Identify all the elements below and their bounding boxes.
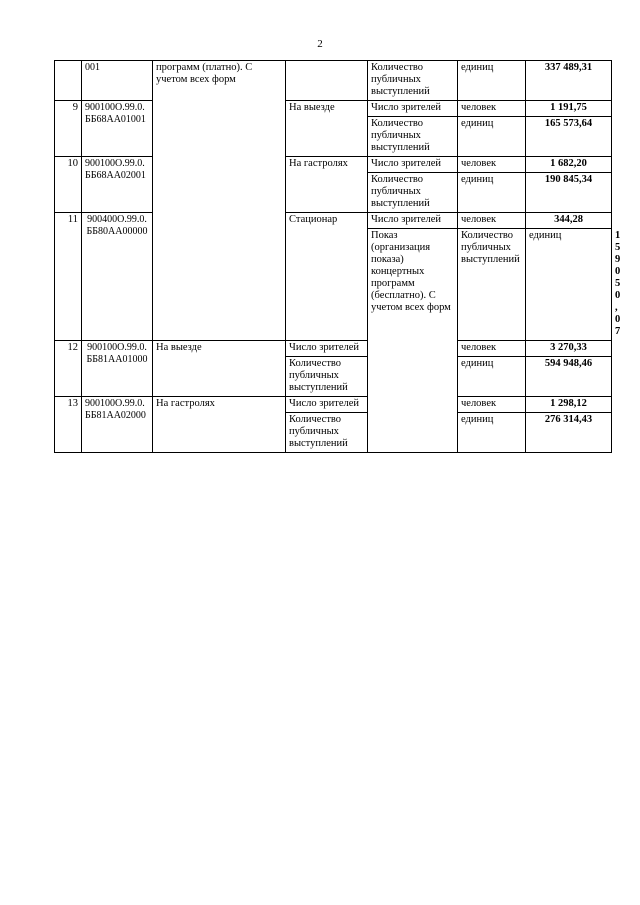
service-content: Показ (организация показа) концертных программ (бесплатно). С учетом всех форм <box>368 229 458 453</box>
indicator-unit: человек <box>458 157 526 173</box>
row-number: 11 <box>55 213 82 341</box>
indicator-unit: единиц <box>458 61 526 101</box>
service-condition <box>286 61 368 101</box>
table-row <box>55 341 612 357</box>
table-row <box>55 157 612 173</box>
service-code: 900400О.99.0.ББ80АА00000 <box>82 213 153 341</box>
indicator-name: Количество публичных выступлений <box>286 413 368 453</box>
indicator-name: Количество публичных выступлений <box>368 61 458 101</box>
table-row <box>55 213 612 229</box>
services-table <box>54 60 621 453</box>
indicator-name: Число зрителей <box>286 397 368 413</box>
row-number <box>55 61 82 101</box>
service-condition: На гастролях <box>286 157 368 213</box>
service-code: 900100О.99.0.ББ68АА01001 <box>82 101 153 157</box>
indicator-name: Количество публичных выступлений <box>368 173 458 213</box>
indicator-unit: человек <box>458 213 526 229</box>
indicator-value: 1 682,20 <box>526 157 612 173</box>
indicator-value: 337 489,31 <box>526 61 612 101</box>
service-condition: Стационар <box>286 213 368 341</box>
row-number: 10 <box>55 157 82 213</box>
indicator-unit: единиц <box>458 173 526 213</box>
indicator-name: Количество публичных выступлений <box>286 357 368 397</box>
row-number: 12 <box>55 341 82 397</box>
indicator-name: Число зрителей <box>286 341 368 357</box>
service-condition: На выезде <box>153 341 286 397</box>
row-number: 9 <box>55 101 82 157</box>
indicator-value: 165 573,64 <box>526 117 612 157</box>
indicator-unit: единиц <box>458 357 526 397</box>
indicator-unit: человек <box>458 101 526 117</box>
indicator-name: Количество публичных выступлений <box>458 229 526 341</box>
indicator-unit: человек <box>458 397 526 413</box>
service-code: 900100О.99.0.ББ81АА02000 <box>82 397 153 453</box>
indicator-value: 1 191,75 <box>526 101 612 117</box>
indicator-name: Число зрителей <box>368 157 458 173</box>
indicator-value: 1 298,12 <box>526 397 612 413</box>
indicator-value: 276 314,43 <box>526 413 612 453</box>
indicator-unit: единиц <box>458 413 526 453</box>
indicator-name: Число зрителей <box>368 213 458 229</box>
indicator-unit: единиц <box>458 117 526 157</box>
service-code: 900100О.99.0.ББ68АА02001 <box>82 157 153 213</box>
page-number: 2 <box>317 38 323 50</box>
table-row <box>55 61 612 101</box>
indicator-value: 190 845,34 <box>526 173 612 213</box>
indicator-unit: единиц <box>526 229 612 341</box>
service-condition: На выезде <box>286 101 368 157</box>
service-condition: На гастролях <box>153 397 286 453</box>
table-row <box>55 101 612 117</box>
indicator-unit: человек <box>458 341 526 357</box>
indicator-value: 594 948,46 <box>526 357 612 397</box>
service-code: 001 <box>82 61 153 101</box>
service-content: программ (платно). С учетом всех форм <box>153 61 286 341</box>
indicator-name: Количество публичных выступлений <box>368 117 458 157</box>
table-row <box>55 397 612 413</box>
table-row: Показ (организация показа) концертных программ (бесплатно). С учетом всех форм Количество публичных выступлений единиц 159 050,07 <box>55 229 612 341</box>
indicator-value: 344,28 <box>526 213 612 229</box>
indicator-name: Число зрителей <box>368 101 458 117</box>
service-code: 900100О.99.0.ББ81АА01000 <box>82 341 153 397</box>
indicator-value: 3 270,33 <box>526 341 612 357</box>
row-number: 13 <box>55 397 82 453</box>
